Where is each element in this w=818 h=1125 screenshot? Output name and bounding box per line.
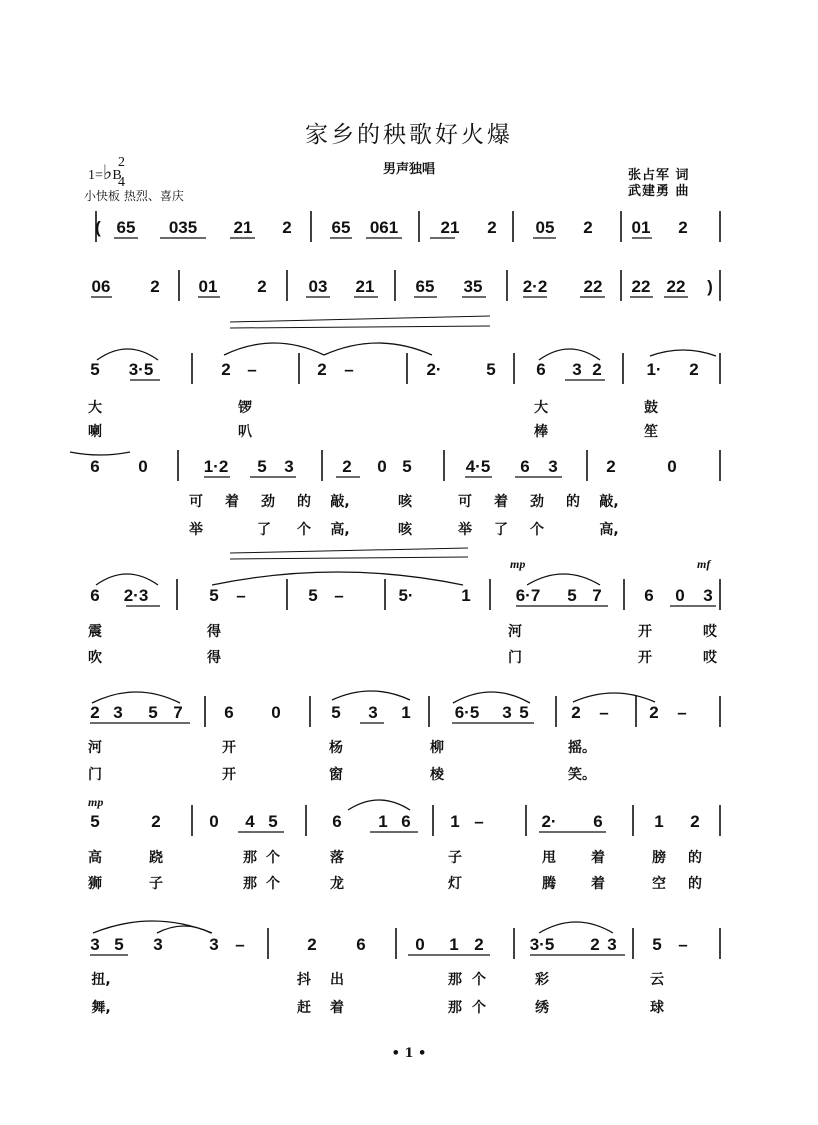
note: 1 (449, 935, 459, 954)
lyric: 河 (508, 624, 522, 640)
lyric: 灯 (448, 876, 462, 892)
lyric: 得 (207, 624, 221, 640)
lyric: 开 (222, 767, 236, 783)
note: – (247, 360, 257, 379)
note: 0 (377, 457, 387, 476)
lyric: 球 (650, 1000, 664, 1016)
note: 7 (173, 703, 183, 722)
lyric: 子 (149, 876, 163, 892)
lyric: 抖 (297, 972, 311, 988)
note: 0 (415, 935, 425, 954)
lyric: 了 (257, 522, 271, 538)
lyric: 扭, (91, 972, 111, 988)
note: 2 (151, 812, 161, 831)
note: 2 (689, 360, 699, 379)
note: 3 (368, 703, 378, 722)
note: 2 (257, 277, 267, 296)
note: 5 (331, 703, 341, 722)
note: – (474, 812, 484, 831)
note: 6 (520, 457, 530, 476)
note: 2 (571, 703, 581, 722)
note: 7 (592, 586, 602, 605)
lyric: 舞, (91, 1000, 111, 1016)
note: 5 (90, 812, 100, 831)
note: 5 (114, 935, 124, 954)
note: 01 (198, 277, 218, 296)
lyric: 那 (243, 876, 257, 892)
note: 2 (590, 935, 600, 954)
note: 3 (153, 935, 163, 954)
note: 21 (440, 218, 460, 237)
lyric: 彩 (535, 972, 549, 988)
note: 5 (486, 360, 496, 379)
note: 65 (331, 218, 351, 237)
note: 22 (631, 277, 651, 296)
note: 2 (690, 812, 700, 831)
note: – (678, 935, 688, 954)
lyric: 膀 (652, 850, 666, 866)
slur (92, 692, 180, 703)
lyric: 赶 (297, 1000, 311, 1016)
note: – (236, 586, 246, 605)
note: 2 (583, 218, 593, 237)
note: 22 (583, 277, 603, 296)
page-title: 家乡的秧歌好火爆 (305, 122, 513, 148)
lyric: 高 (88, 850, 102, 866)
lyric: 大 (534, 400, 548, 416)
dynamic-mp-1: mp (510, 557, 526, 571)
lyricist: 张占军 词 (628, 168, 690, 183)
lyric: 跷 (149, 850, 163, 866)
lyric: 棱 (430, 767, 444, 783)
note: 6 (224, 703, 234, 722)
slur (527, 574, 600, 585)
lyric: 摇。 (568, 740, 596, 756)
lyric: 鼓 (644, 400, 658, 416)
note: 6·5 (454, 703, 480, 722)
lyric: 河 (88, 740, 102, 756)
time-signature-top: 2 (118, 155, 125, 170)
dynamic-mp-2: mp (88, 795, 104, 809)
lyric: 笙 (644, 424, 658, 440)
note: 35 (463, 277, 483, 296)
note: 1·2 (203, 457, 229, 476)
note: 2 (342, 457, 352, 476)
note: 2 (221, 360, 231, 379)
note: ) (707, 277, 713, 296)
note: 2 (678, 218, 688, 237)
note: 0 (138, 457, 148, 476)
lyric: 棒 (534, 424, 548, 440)
note: 6 (401, 812, 411, 831)
lyric: 个 (266, 850, 280, 866)
note: 3 (572, 360, 582, 379)
lyric: 敲, (599, 494, 619, 510)
glissando-line (230, 326, 490, 328)
note: 5 (257, 457, 267, 476)
lyric: 腾 (542, 876, 556, 892)
glissando-line (230, 557, 468, 559)
lyric: 窗 (329, 767, 343, 783)
slur (212, 572, 463, 585)
note: 6 (536, 360, 546, 379)
key-note: B (112, 168, 122, 183)
note: 5 (308, 586, 318, 605)
note: 1 (461, 586, 471, 605)
lyric: 杨 (329, 740, 343, 756)
note: 1 (450, 812, 460, 831)
lyric: 门 (88, 767, 102, 783)
lyric: 震 (88, 624, 102, 640)
note: 2·2 (522, 277, 548, 296)
note: 0 (271, 703, 281, 722)
lyric: 高, (330, 522, 350, 538)
note: 5 (567, 586, 577, 605)
note: 5 (402, 457, 412, 476)
note: 6 (332, 812, 342, 831)
note: 3 (209, 935, 219, 954)
slur (453, 692, 530, 703)
lyric: 着 (591, 876, 605, 892)
note: 3 (113, 703, 123, 722)
note: 3 (90, 935, 100, 954)
note: 05 (535, 218, 555, 237)
key-prefix: 1= (88, 168, 103, 183)
note: 5 (268, 812, 278, 831)
slur (70, 452, 130, 455)
note: 2 (606, 457, 616, 476)
lyric: 开 (222, 740, 236, 756)
tempo-marking: 小快板 热烈、喜庆 (84, 189, 184, 203)
note: – (235, 935, 245, 954)
lyric: 着 (330, 1000, 344, 1016)
lyric: 那 (243, 850, 257, 866)
lyric: 个 (530, 522, 544, 538)
key-flat: ♭ (102, 162, 113, 184)
lyric: 绣 (535, 1000, 549, 1016)
lyric: 的 (688, 876, 702, 892)
lyric: 龙 (330, 876, 344, 892)
note: 1 (378, 812, 388, 831)
note: – (677, 703, 687, 722)
note: 2 (90, 703, 100, 722)
lyric: 着 (494, 494, 508, 510)
note: 035 (168, 218, 198, 237)
note: 2 (282, 218, 292, 237)
lyric: 吹 (88, 650, 102, 666)
note: 3·5 (529, 935, 555, 954)
composer: 武建勇 曲 (628, 184, 690, 199)
note: 6 (90, 586, 100, 605)
note: 5 (652, 935, 662, 954)
note: 2· (426, 360, 442, 379)
note: 0 (209, 812, 219, 831)
note: 2 (307, 935, 317, 954)
lyric: 个 (297, 522, 311, 538)
lyric: 开 (638, 624, 652, 640)
note: 2 (150, 277, 160, 296)
lyric: 的 (297, 494, 311, 510)
note: 2 (317, 360, 327, 379)
note: 01 (631, 218, 651, 237)
time-signature-bottom: 4 (118, 175, 125, 190)
note: 22 (666, 277, 686, 296)
lyric: 个 (472, 1000, 486, 1016)
slur (157, 926, 211, 933)
lyric: 叭 (238, 424, 252, 440)
slur (573, 693, 655, 702)
subtitle: 男声独唱 (382, 162, 435, 177)
lyric: 哎 (703, 650, 717, 666)
note: 65 (116, 218, 136, 237)
slur (97, 349, 158, 360)
lyric: 那 (448, 972, 462, 988)
lyric: 咳 (398, 522, 412, 538)
lyric: 大 (88, 400, 102, 416)
slur (324, 343, 432, 355)
lyric: 着 (225, 494, 239, 510)
lyric: 得 (207, 650, 221, 666)
lyric: 着 (591, 850, 605, 866)
slur (539, 349, 600, 360)
lyric: 锣 (238, 400, 252, 416)
lyric: 咳 (398, 494, 412, 510)
lyric: 的 (688, 850, 702, 866)
note: 5 (519, 703, 529, 722)
slur (96, 574, 158, 585)
page-number: • 1 • (391, 1046, 427, 1061)
lyric: 哎 (703, 624, 717, 640)
slur (332, 691, 410, 700)
note: 5· (398, 586, 414, 605)
glissando-line (230, 548, 468, 553)
note: 3·5 (128, 360, 154, 379)
note: 2 (649, 703, 659, 722)
lyric: 落 (330, 850, 344, 866)
lyric: 开 (638, 650, 652, 666)
note: 5 (209, 586, 219, 605)
note: 2 (487, 218, 497, 237)
note: 4·5 (465, 457, 491, 476)
note: 3 (548, 457, 558, 476)
slur (650, 350, 716, 356)
slur (348, 800, 410, 810)
lyric: 个 (266, 876, 280, 892)
lyric: 劲 (261, 494, 275, 510)
note: 4 (245, 812, 255, 831)
note: – (344, 360, 354, 379)
note: 65 (415, 277, 435, 296)
note: 2 (592, 360, 602, 379)
note: 06 (91, 277, 111, 296)
lyric: 个 (472, 972, 486, 988)
note: 6 (90, 457, 100, 476)
note: 6·7 (515, 586, 541, 605)
note: 0 (667, 457, 677, 476)
note: 6 (356, 935, 366, 954)
lyric: 柳 (430, 740, 444, 756)
note: 1· (646, 360, 662, 379)
glissando-line (230, 316, 490, 322)
note: ( (95, 218, 101, 237)
lyric: 敲, (330, 494, 350, 510)
lyric: 举 (189, 522, 203, 538)
lyric: 子 (448, 850, 462, 866)
note: 3 (607, 935, 617, 954)
lyric: 出 (330, 972, 344, 988)
lyric: 门 (508, 650, 522, 666)
lyric: 喇 (88, 424, 102, 440)
note: – (599, 703, 609, 722)
lyric: 可 (189, 494, 203, 510)
note: – (334, 586, 344, 605)
lyric: 劲 (530, 494, 544, 510)
note: 5 (90, 360, 100, 379)
lyric: 的 (566, 494, 580, 510)
note: 5 (148, 703, 158, 722)
lyric: 笑。 (568, 767, 596, 783)
note: 6 (593, 812, 603, 831)
lyric: 空 (652, 876, 666, 892)
note: 1 (654, 812, 664, 831)
lyric: 高, (599, 522, 619, 538)
note: 3 (703, 586, 713, 605)
note: 21 (355, 277, 375, 296)
lyric: 云 (650, 972, 664, 988)
note: 2·3 (123, 586, 149, 605)
note: 061 (369, 218, 399, 237)
note: 1 (401, 703, 411, 722)
note: 2· (541, 812, 557, 831)
lyric: 狮 (88, 876, 102, 892)
note: 3 (284, 457, 294, 476)
note: 2 (474, 935, 484, 954)
slur (539, 922, 613, 933)
note: 6 (644, 586, 654, 605)
note: 0 (675, 586, 685, 605)
note: 21 (233, 218, 253, 237)
lyric: 举 (458, 522, 472, 538)
dynamic-mf: mf (697, 557, 711, 571)
lyric: 可 (458, 494, 472, 510)
note: 3 (502, 703, 512, 722)
note: 03 (308, 277, 328, 296)
lyric: 甩 (542, 850, 556, 866)
lyric: 了 (494, 522, 508, 538)
lyric: 那 (448, 1000, 462, 1016)
slur (224, 343, 324, 355)
